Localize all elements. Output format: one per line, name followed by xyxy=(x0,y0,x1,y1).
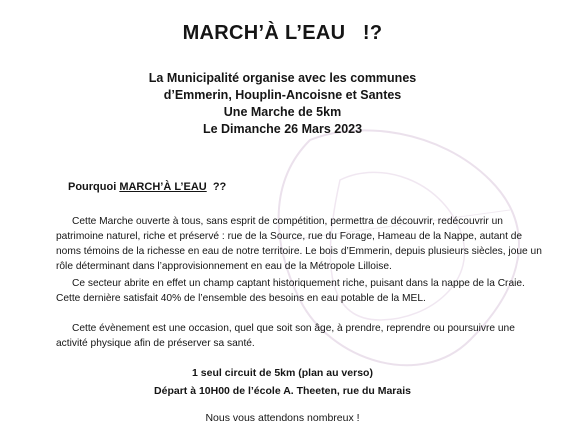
circuit-info: 1 seul circuit de 5km (plan au verso) xyxy=(192,367,373,379)
paragraph-presentation xyxy=(56,214,540,274)
question-prefix: Pourquoi xyxy=(68,181,120,193)
paragraph-line: Cette Marche ouverte à tous, sans esprit de compétition, permettra de découvrir, redécouvrir un xyxy=(72,216,503,227)
document-title: MARCH’À L’EAU !? xyxy=(182,22,383,44)
intro-block xyxy=(0,70,565,138)
paragraph-health xyxy=(56,321,540,351)
paragraph-line: patrimoine naturel, riche et préservé : rue de la Source, rue du Forage, Hameau de la Nappe, autant de xyxy=(56,231,523,242)
paragraph-line: Cette évènement est une occasion, quel que soit son âge, à prendre, reprendre ou poursuivre une xyxy=(72,323,515,334)
intro-line: La Municipalité organise avec les communes xyxy=(148,71,417,85)
intro-line: Le Dimanche 26 Mars 2023 xyxy=(202,122,363,136)
paragraph-line: noms témoins de la richesse en eau de notre territoire. Le bois d’Emmerin, depuis plusieurs siècles, joue un xyxy=(56,246,542,257)
paragraph-line: Cette dernière satisfait 40% de l’ensemble des besoins en eau potable de la MEL. xyxy=(56,293,426,304)
departure-info: Départ à 10H00 de l’école A. Theeten, rue du Marais xyxy=(154,385,411,397)
section-question xyxy=(68,181,226,193)
intro-line: d’Emmerin, Houplin-Ancoisne et Santes xyxy=(163,88,402,102)
paragraph-line: Ce secteur abrite en effet un champ captant historiquement riche, puisant dans la nappe de la Craie. xyxy=(72,278,525,289)
question-underlined: MARCH’À L’EAU xyxy=(119,181,207,193)
intro-line: Une Marche de 5km xyxy=(223,105,342,119)
closing-line: Nous vous attendons nombreux ! xyxy=(205,412,360,424)
paragraph-line: activité physique afin de préserver sa santé. xyxy=(56,338,255,349)
paragraph-water-source xyxy=(56,276,540,306)
paragraph-line: rôle déterminant dans l’approvisionnement en eau de la Métropole Lilloise. xyxy=(56,261,392,272)
question-suffix: ?? xyxy=(206,181,227,193)
